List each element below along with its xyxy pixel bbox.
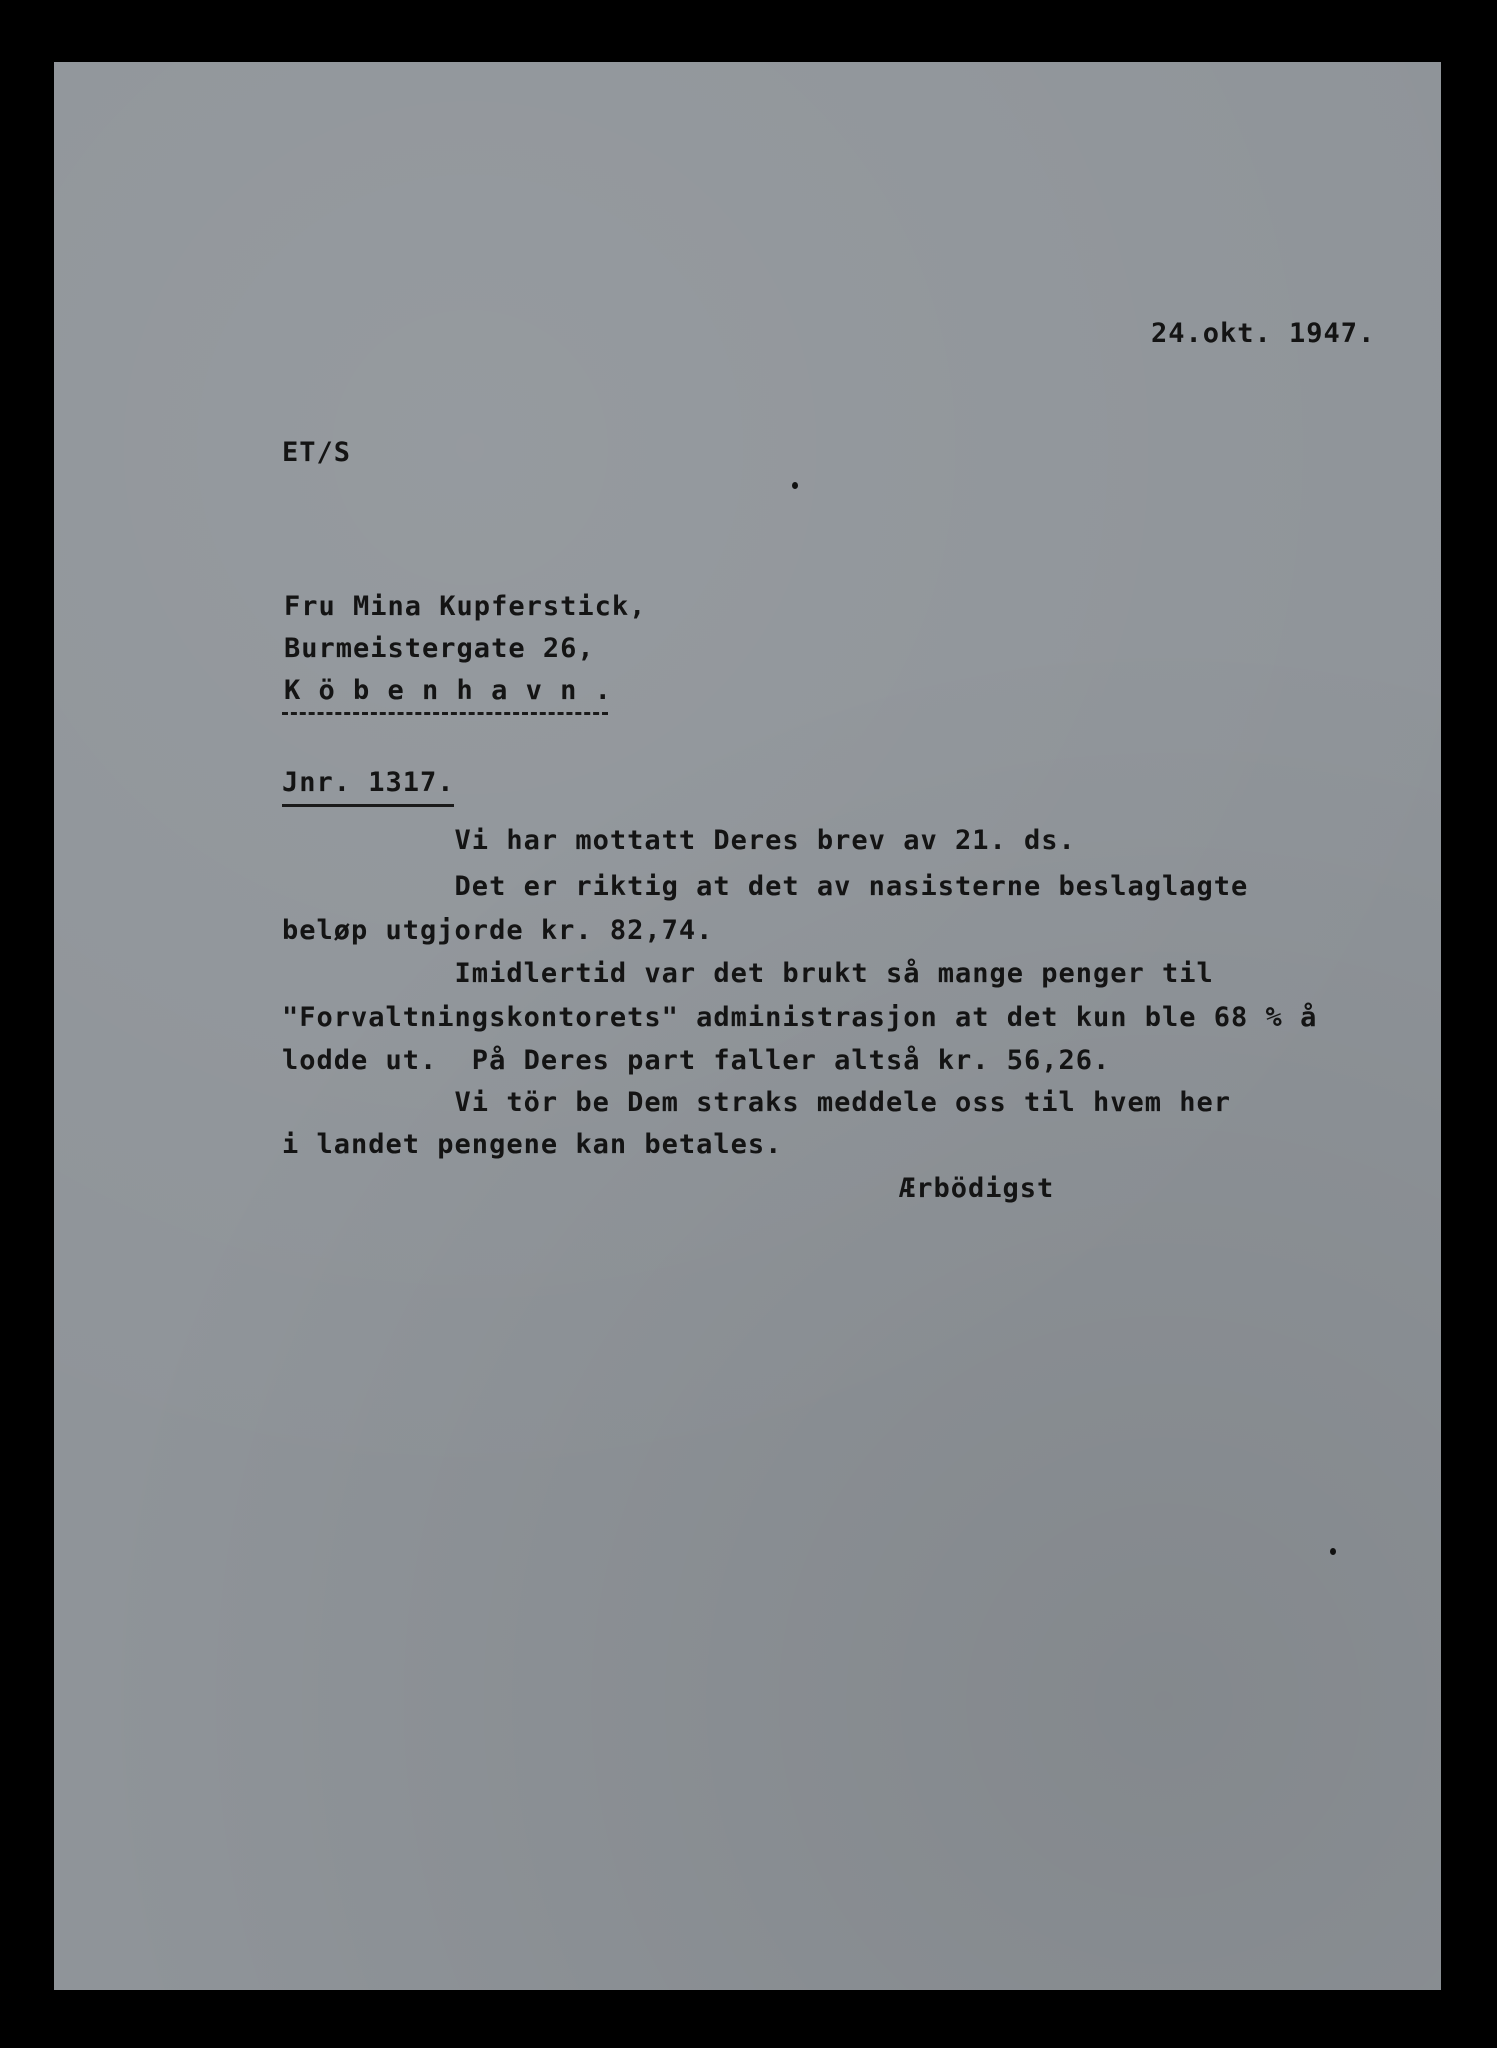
recipient-city: K ö b e n h a v n . (284, 675, 612, 706)
ink-speck (1330, 1548, 1336, 1555)
recipient-street: Burmeistergate 26, (284, 633, 595, 664)
body-line: "Forvaltningskontorets" administrasjon at det kun ble 68 % å (282, 1002, 1318, 1033)
address-underline (282, 712, 608, 715)
body-line: Vi tör be Dem straks meddele oss til hvem her (282, 1087, 1232, 1118)
journal-number-underline (282, 804, 454, 807)
body-line: Imidlertid var det brukt så mange penger til (282, 958, 1214, 989)
body-line: i landet pengene kan betales. (282, 1129, 783, 1160)
recipient-name: Fru Mina Kupferstick, (284, 591, 647, 622)
closing-salutation: Ærbödigst (899, 1173, 1055, 1204)
letter-page (54, 62, 1441, 1990)
ink-speck (792, 482, 798, 489)
journal-number: Jnr. 1317. (282, 767, 455, 798)
letter-date: 24.okt. 1947. (1151, 318, 1376, 349)
body-line: Det er riktig at det av nasisterne beslaglagte (282, 871, 1249, 902)
body-line: beløp utgjorde kr. 82,74. (282, 915, 714, 946)
body-line: lodde ut. På Deres part faller altså kr. 56,26. (282, 1045, 1111, 1076)
body-line: Vi har mottatt Deres brev av 21. ds. (282, 825, 1076, 856)
reference-initials: ET/S (282, 437, 352, 468)
